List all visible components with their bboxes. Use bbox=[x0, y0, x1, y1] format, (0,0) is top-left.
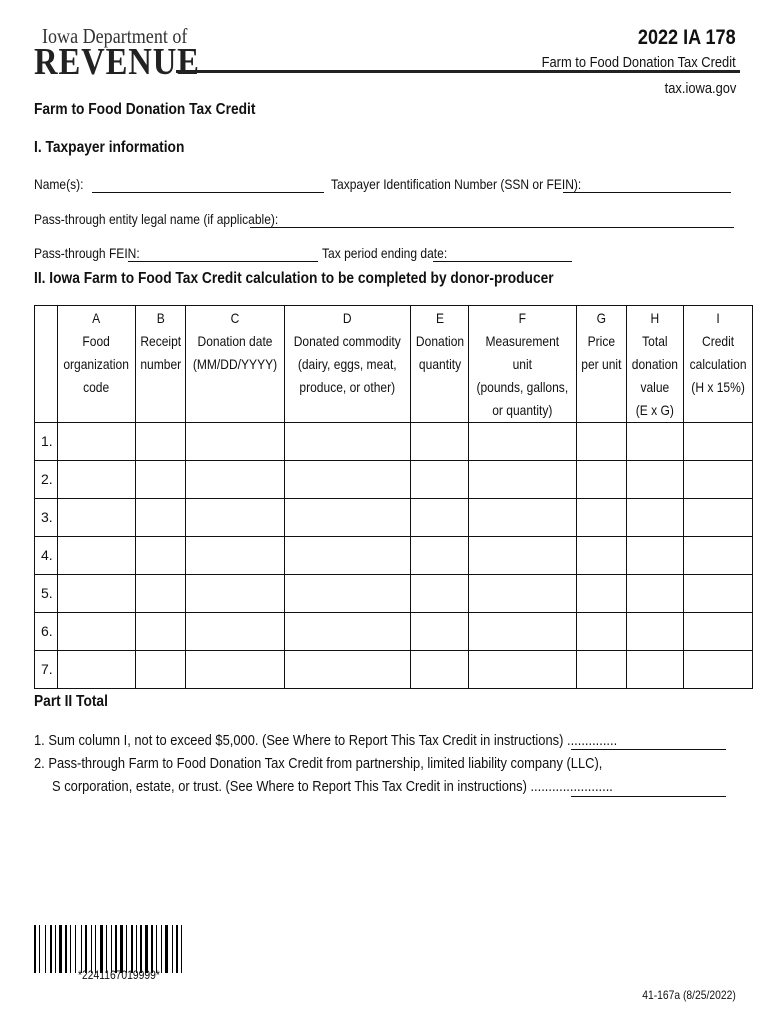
entry-cell-col-h[interactable] bbox=[626, 575, 683, 613]
column-label-line: per unit bbox=[581, 356, 622, 372]
column-letter: F bbox=[519, 310, 527, 326]
barcode-bar bbox=[34, 925, 36, 973]
barcode-bar bbox=[100, 925, 103, 973]
barcode-bar bbox=[50, 925, 52, 973]
entry-cell-col-b[interactable] bbox=[135, 499, 186, 537]
entry-cell-col-d[interactable] bbox=[285, 499, 411, 537]
entry-cell-col-i[interactable] bbox=[683, 423, 752, 461]
barcode-bar bbox=[154, 925, 155, 973]
barcode-text: *2241167019999* bbox=[78, 968, 160, 982]
header-cell-col-g bbox=[577, 306, 627, 423]
entry-cell-col-b[interactable] bbox=[135, 537, 186, 575]
entry-cell-col-b[interactable] bbox=[135, 575, 186, 613]
page-title: Farm to Food Donation Tax Credit bbox=[34, 101, 256, 118]
names-field[interactable] bbox=[92, 192, 324, 193]
barcode-bar bbox=[113, 925, 114, 973]
entry-cell-col-c[interactable] bbox=[186, 499, 285, 537]
barcode-bar bbox=[131, 925, 133, 973]
barcode-bar bbox=[128, 925, 130, 973]
entry-cell-col-f[interactable] bbox=[469, 613, 577, 651]
entry-cell-col-i[interactable] bbox=[683, 613, 752, 651]
entry-cell-col-f[interactable] bbox=[469, 499, 577, 537]
barcode-bar bbox=[118, 925, 119, 973]
barcode-bar bbox=[63, 925, 64, 973]
row-number: 3. bbox=[35, 499, 58, 537]
form-revision: 41-167a (8/25/2022) bbox=[642, 988, 736, 1002]
barcode-bar bbox=[70, 925, 71, 973]
total-line-1-field[interactable] bbox=[571, 749, 726, 750]
barcode-bar bbox=[97, 925, 99, 973]
entry-cell-col-g[interactable] bbox=[577, 499, 627, 537]
barcode-bar bbox=[172, 925, 173, 973]
barcode-bar bbox=[57, 925, 58, 973]
barcode-bar bbox=[108, 925, 110, 973]
barcode-bar bbox=[59, 925, 62, 973]
column-label-line: Donation date bbox=[197, 333, 273, 349]
entry-cell-col-d[interactable] bbox=[285, 651, 411, 689]
entry-cell-col-h[interactable] bbox=[626, 537, 683, 575]
entry-cell-col-a[interactable] bbox=[58, 651, 135, 689]
entry-cell-col-i[interactable] bbox=[683, 461, 752, 499]
entry-cell-col-e[interactable] bbox=[410, 461, 469, 499]
barcode-bar bbox=[165, 925, 168, 973]
entry-cell-col-g[interactable] bbox=[577, 423, 627, 461]
entry-cell-col-a[interactable] bbox=[58, 537, 135, 575]
tin-label: Taxpayer Identification Number (SSN or FEIN): bbox=[331, 176, 582, 192]
header-cell-col-h bbox=[626, 306, 683, 423]
entry-cell-col-e[interactable] bbox=[410, 651, 469, 689]
barcode-bar bbox=[53, 925, 54, 973]
tin-field[interactable] bbox=[563, 192, 731, 193]
part-2-total-heading: Part II Total bbox=[34, 693, 108, 710]
barcode-bar bbox=[115, 925, 117, 973]
barcode-bar bbox=[45, 925, 46, 973]
table-row bbox=[35, 651, 753, 689]
entry-cell-col-a[interactable] bbox=[58, 499, 135, 537]
entry-cell-col-d[interactable] bbox=[285, 423, 411, 461]
column-label-line: (dairy, eggs, meat, bbox=[298, 356, 397, 372]
barcode-bar bbox=[95, 925, 96, 973]
barcode-bar bbox=[55, 925, 56, 973]
header-cell-col-f bbox=[469, 306, 577, 423]
header-cell-col-i bbox=[683, 306, 752, 423]
header-cell-col-a bbox=[58, 306, 135, 423]
passthrough-name-label: Pass-through entity legal name (if applicable): bbox=[34, 211, 279, 227]
column-label-line: (pounds, gallons, bbox=[476, 379, 569, 395]
row-number: 4. bbox=[35, 537, 58, 575]
entry-cell-col-e[interactable] bbox=[410, 575, 469, 613]
table-row bbox=[35, 575, 753, 613]
form-subtitle: Farm to Food Donation Tax Credit bbox=[541, 54, 736, 71]
entry-cell-col-e[interactable] bbox=[410, 537, 469, 575]
barcode-bar bbox=[138, 925, 139, 973]
column-label-line: Donation bbox=[415, 333, 464, 349]
entry-cell-col-f[interactable] bbox=[469, 537, 577, 575]
column-label-line: Price bbox=[587, 333, 616, 349]
barcode-bar bbox=[104, 925, 105, 973]
column-label-line: (MM/DD/YYYY) bbox=[193, 356, 278, 372]
entry-cell-col-d[interactable] bbox=[285, 461, 411, 499]
column-label-line: (H x 15%) bbox=[691, 379, 745, 395]
entry-cell-col-f[interactable] bbox=[469, 461, 577, 499]
entry-cell-col-e[interactable] bbox=[410, 613, 469, 651]
entry-cell-col-e[interactable] bbox=[410, 423, 469, 461]
barcode-bar bbox=[85, 925, 87, 973]
website-url: tax.iowa.gov bbox=[664, 80, 736, 97]
barcode-bar bbox=[93, 925, 94, 973]
entry-cell-col-h[interactable] bbox=[626, 651, 683, 689]
column-label-line: Measurement bbox=[485, 333, 560, 349]
entry-cell-col-f[interactable] bbox=[469, 423, 577, 461]
section-1-heading: I. Taxpayer information bbox=[34, 139, 185, 156]
entry-cell-col-i[interactable] bbox=[683, 651, 752, 689]
barcode-bar bbox=[183, 925, 185, 973]
total-line-1: 1. Sum column I, not to exceed $5,000. (See Where to Report This Tax Credit in instructions) .............. bbox=[34, 732, 618, 749]
entry-cell-col-b[interactable] bbox=[135, 461, 186, 499]
barcode-image bbox=[34, 925, 208, 973]
column-label-line: unit bbox=[513, 356, 533, 372]
barcode-bar bbox=[176, 925, 178, 973]
entry-cell-col-c[interactable] bbox=[186, 461, 285, 499]
header-cell-col-c bbox=[186, 306, 285, 423]
passthrough-fein-field[interactable] bbox=[128, 261, 318, 262]
barcode-bar bbox=[151, 925, 153, 973]
entry-cell-col-b[interactable] bbox=[135, 651, 186, 689]
barcode-bar bbox=[39, 925, 40, 973]
entry-cell-col-c[interactable] bbox=[186, 423, 285, 461]
column-letter: G bbox=[596, 310, 607, 326]
entry-cell-col-e[interactable] bbox=[410, 499, 469, 537]
column-label-line: value bbox=[640, 379, 670, 395]
barcode-bar bbox=[124, 925, 125, 973]
entry-cell-col-h[interactable] bbox=[626, 613, 683, 651]
barcode-bar bbox=[136, 925, 137, 973]
column-label-line: (E x G) bbox=[635, 402, 674, 418]
barcode-bar bbox=[75, 925, 76, 973]
names-label: Name(s): bbox=[34, 176, 84, 192]
header-cell-col-b bbox=[135, 306, 186, 423]
header-cell-col-d bbox=[285, 306, 411, 423]
barcode-bar bbox=[88, 925, 90, 973]
barcode-bar bbox=[68, 925, 69, 973]
barcode-bar bbox=[126, 925, 127, 973]
table-row bbox=[35, 537, 753, 575]
column-label-line: quantity bbox=[418, 356, 461, 372]
entry-cell-col-d[interactable] bbox=[285, 537, 411, 575]
entry-cell-col-h[interactable] bbox=[626, 499, 683, 537]
entry-cell-col-g[interactable] bbox=[577, 613, 627, 651]
column-letter: I bbox=[716, 310, 720, 326]
passthrough-fein-label: Pass-through FEIN: bbox=[34, 245, 140, 261]
table-row bbox=[35, 499, 753, 537]
total-line-2-field[interactable] bbox=[571, 796, 726, 797]
column-label-line: Food bbox=[82, 333, 111, 349]
barcode-bar bbox=[41, 925, 44, 973]
column-label-line: code bbox=[83, 379, 110, 395]
barcode-bar bbox=[161, 925, 162, 973]
entry-cell-col-c[interactable] bbox=[186, 651, 285, 689]
entry-cell-col-a[interactable] bbox=[58, 575, 135, 613]
column-label-line: produce, or other) bbox=[299, 379, 396, 395]
barcode-bar bbox=[47, 925, 49, 973]
entry-cell-col-g[interactable] bbox=[577, 537, 627, 575]
column-label-line: donation bbox=[631, 356, 678, 372]
row-number: 2. bbox=[35, 461, 58, 499]
barcode-bar bbox=[72, 925, 74, 973]
barcode-bar bbox=[134, 925, 135, 973]
passthrough-name-field[interactable] bbox=[250, 227, 734, 228]
barcode-bar bbox=[111, 925, 112, 973]
barcode-bar bbox=[145, 925, 148, 973]
barcode-bar bbox=[163, 925, 164, 973]
barcode-bar bbox=[77, 925, 80, 973]
barcode-bar bbox=[65, 925, 67, 973]
barcode-bar bbox=[106, 925, 107, 973]
barcode-bar bbox=[120, 925, 123, 973]
tax-period-label: Tax period ending date: bbox=[322, 245, 448, 261]
row-number: 5. bbox=[35, 575, 58, 613]
agency-name-line1: Iowa Department of bbox=[42, 24, 188, 48]
column-letter: E bbox=[435, 310, 444, 326]
entry-cell-col-a[interactable] bbox=[58, 613, 135, 651]
column-label-line: number bbox=[140, 356, 181, 372]
column-label-line: Total bbox=[642, 333, 668, 349]
entry-cell-col-g[interactable] bbox=[577, 461, 627, 499]
entry-cell-col-g[interactable] bbox=[577, 575, 627, 613]
table-header-row bbox=[35, 306, 753, 423]
entry-cell-col-g[interactable] bbox=[577, 651, 627, 689]
entry-cell-col-i[interactable] bbox=[683, 499, 752, 537]
entry-cell-col-b[interactable] bbox=[135, 423, 186, 461]
column-letter: B bbox=[156, 310, 165, 326]
row-number: 7. bbox=[35, 651, 58, 689]
entry-cell-col-c[interactable] bbox=[186, 613, 285, 651]
form-id: 2022 IA 178 bbox=[638, 26, 736, 49]
entry-cell-col-d[interactable] bbox=[285, 613, 411, 651]
column-letter: H bbox=[650, 310, 660, 326]
entry-cell-col-b[interactable] bbox=[135, 613, 186, 651]
column-letter: D bbox=[343, 310, 352, 326]
entry-cell-col-f[interactable] bbox=[469, 575, 577, 613]
barcode-bar bbox=[149, 925, 150, 973]
row-number: 6. bbox=[35, 613, 58, 651]
barcode-bar bbox=[179, 925, 180, 973]
barcode-bar bbox=[156, 925, 157, 973]
barcode-bar bbox=[83, 925, 84, 973]
column-label-line: or quantity) bbox=[492, 402, 553, 418]
barcode-bar bbox=[140, 925, 142, 973]
total-line-2a: 2. Pass-through Farm to Food Donation Tax Credit from partnership, limited liability company (LLC), bbox=[34, 755, 603, 772]
column-label-line: organization bbox=[63, 356, 130, 372]
entry-cell-col-c[interactable] bbox=[186, 575, 285, 613]
entry-cell-col-h[interactable] bbox=[626, 461, 683, 499]
table-row bbox=[35, 461, 753, 499]
barcode-bar bbox=[158, 925, 160, 973]
credit-calculation-table bbox=[34, 305, 753, 689]
barcode-bar bbox=[174, 925, 175, 973]
entry-cell-col-h[interactable] bbox=[626, 423, 683, 461]
entry-cell-col-a[interactable] bbox=[58, 423, 135, 461]
barcode-bar bbox=[143, 925, 144, 973]
barcode-bar bbox=[37, 925, 38, 973]
entry-cell-col-i[interactable] bbox=[683, 575, 752, 613]
table-row bbox=[35, 423, 753, 461]
column-label-line: Credit bbox=[701, 333, 734, 349]
tax-period-field[interactable] bbox=[433, 261, 572, 262]
column-label-line: calculation bbox=[689, 356, 747, 372]
column-label-line: Receipt bbox=[140, 333, 181, 349]
agency-logo-revenue: REVENUE bbox=[34, 41, 200, 83]
table-row bbox=[35, 613, 753, 651]
column-letter: C bbox=[230, 310, 240, 326]
barcode-bar bbox=[81, 925, 82, 973]
barcode-bar bbox=[169, 925, 171, 973]
entry-cell-col-d[interactable] bbox=[285, 575, 411, 613]
column-letter: A bbox=[92, 310, 101, 326]
entry-cell-col-a[interactable] bbox=[58, 461, 135, 499]
barcode-bar bbox=[181, 925, 182, 973]
entry-cell-col-f[interactable] bbox=[469, 651, 577, 689]
column-label-line: Donated commodity bbox=[294, 333, 402, 349]
section-2-heading: II. Iowa Farm to Food Tax Credit calculation to be completed by donor-producer bbox=[34, 270, 554, 287]
header-cell-row-number bbox=[35, 306, 58, 423]
row-number: 1. bbox=[35, 423, 58, 461]
barcode-bar bbox=[91, 925, 92, 973]
header-cell-col-e bbox=[410, 306, 469, 423]
total-line-2b: S corporation, estate, or trust. (See Where to Report This Tax Credit in instructions) ....................... bbox=[52, 778, 613, 795]
entry-cell-col-i[interactable] bbox=[683, 537, 752, 575]
entry-cell-col-c[interactable] bbox=[186, 537, 285, 575]
